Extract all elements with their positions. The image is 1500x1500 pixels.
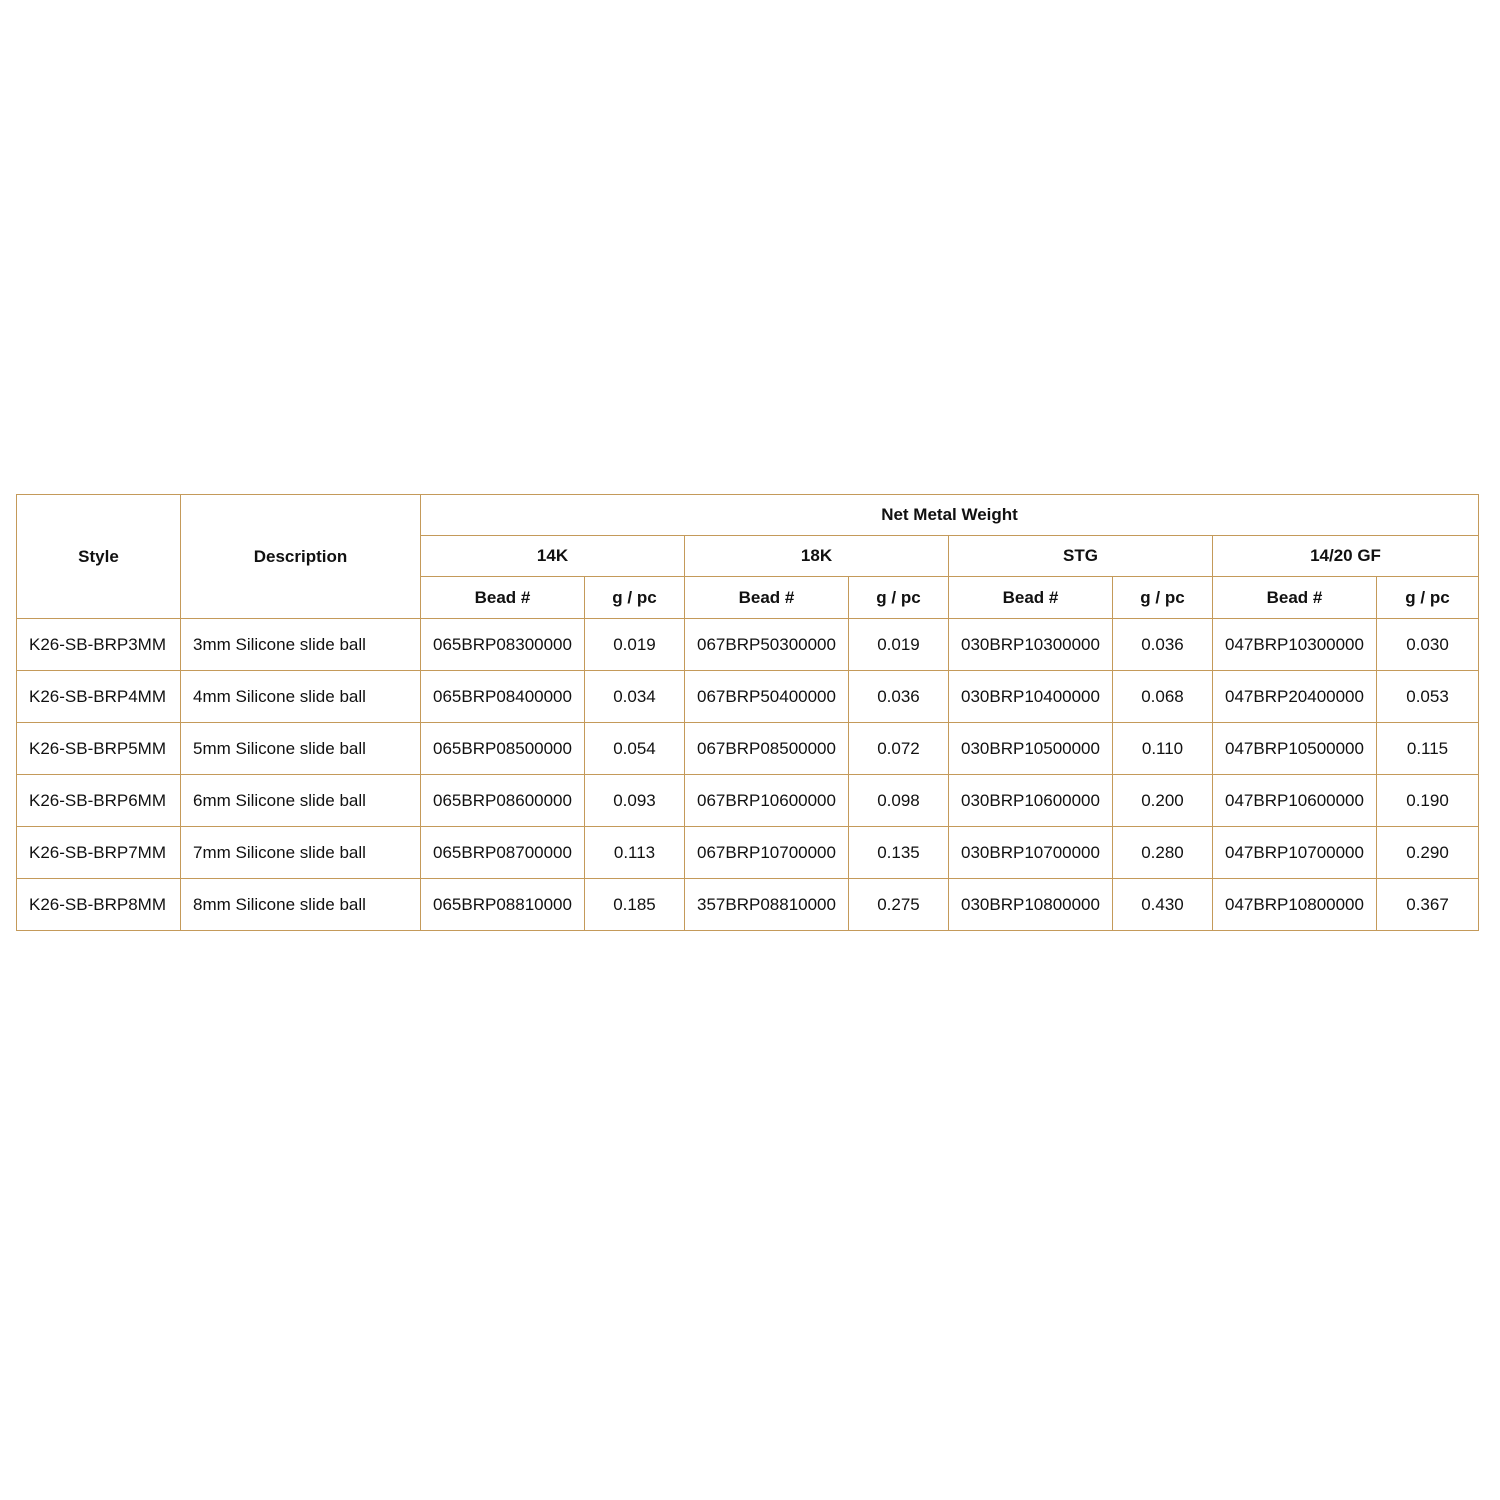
style-cell: K26-SB-BRP4MM: [17, 671, 181, 723]
bead-number-cell: 047BRP10800000: [1213, 879, 1377, 931]
bead-number-cell: 047BRP10500000: [1213, 723, 1377, 775]
bead-number-cell: 065BRP08300000: [421, 619, 585, 671]
bead-number-cell: 030BRP10600000: [949, 775, 1113, 827]
table-row: [17, 775, 1479, 827]
style-cell: K26-SB-BRP7MM: [17, 827, 181, 879]
style-cell: K26-SB-BRP8MM: [17, 879, 181, 931]
net-metal-weight-table: [16, 494, 1479, 931]
weight-cell: 0.290: [1377, 827, 1479, 879]
weight-cell: 0.072: [849, 723, 949, 775]
weight-cell: 0.190: [1377, 775, 1479, 827]
bead-number-cell: 065BRP08400000: [421, 671, 585, 723]
header-metal-stg: STG: [949, 536, 1213, 577]
header-grams-per-piece: g / pc: [1113, 577, 1213, 619]
weight-cell: 0.135: [849, 827, 949, 879]
header-bead-number: Bead #: [421, 577, 585, 619]
weight-cell: 0.280: [1113, 827, 1213, 879]
header-net-metal-weight: Net Metal Weight: [421, 495, 1479, 536]
header-grams-per-piece: g / pc: [585, 577, 685, 619]
weight-cell: 0.185: [585, 879, 685, 931]
weight-cell: 0.036: [849, 671, 949, 723]
weight-cell: 0.113: [585, 827, 685, 879]
bead-number-cell: 065BRP08600000: [421, 775, 585, 827]
header-description: Description: [181, 495, 421, 619]
table-body: [17, 619, 1479, 931]
weight-cell: 0.036: [1113, 619, 1213, 671]
weight-cell: 0.034: [585, 671, 685, 723]
header-style: Style: [17, 495, 181, 619]
table-row: [17, 723, 1479, 775]
weight-cell: 0.019: [849, 619, 949, 671]
style-cell: K26-SB-BRP3MM: [17, 619, 181, 671]
header-bead-number: Bead #: [949, 577, 1113, 619]
description-cell: 5mm Silicone slide ball: [181, 723, 421, 775]
table-row: [17, 827, 1479, 879]
weight-cell: 0.054: [585, 723, 685, 775]
weight-cell: 0.093: [585, 775, 685, 827]
bead-number-cell: 047BRP20400000: [1213, 671, 1377, 723]
weight-cell: 0.430: [1113, 879, 1213, 931]
bead-number-cell: 047BRP10600000: [1213, 775, 1377, 827]
weight-cell: 0.275: [849, 879, 949, 931]
table-row: [17, 879, 1479, 931]
header-grams-per-piece: g / pc: [849, 577, 949, 619]
bead-number-cell: 030BRP10800000: [949, 879, 1113, 931]
weight-cell: 0.098: [849, 775, 949, 827]
bead-number-cell: 030BRP10300000: [949, 619, 1113, 671]
bead-number-cell: 030BRP10400000: [949, 671, 1113, 723]
weight-cell: 0.053: [1377, 671, 1479, 723]
description-cell: 7mm Silicone slide ball: [181, 827, 421, 879]
weight-cell: 0.115: [1377, 723, 1479, 775]
description-cell: 3mm Silicone slide ball: [181, 619, 421, 671]
bead-number-cell: 067BRP08500000: [685, 723, 849, 775]
bead-number-cell: 065BRP08700000: [421, 827, 585, 879]
header-row-group: [17, 495, 1479, 536]
bead-number-cell: 067BRP10600000: [685, 775, 849, 827]
weight-cell: 0.200: [1113, 775, 1213, 827]
table-header: [17, 495, 1479, 619]
description-cell: 6mm Silicone slide ball: [181, 775, 421, 827]
description-cell: 4mm Silicone slide ball: [181, 671, 421, 723]
header-metal-14-20-gf: 14/20 GF: [1213, 536, 1479, 577]
spec-table-container: [16, 494, 1478, 931]
bead-number-cell: 067BRP50300000: [685, 619, 849, 671]
weight-cell: 0.030: [1377, 619, 1479, 671]
header-metal-14k: 14K: [421, 536, 685, 577]
style-cell: K26-SB-BRP6MM: [17, 775, 181, 827]
bead-number-cell: 030BRP10500000: [949, 723, 1113, 775]
header-bead-number: Bead #: [1213, 577, 1377, 619]
style-cell: K26-SB-BRP5MM: [17, 723, 181, 775]
bead-number-cell: 065BRP08500000: [421, 723, 585, 775]
description-cell: 8mm Silicone slide ball: [181, 879, 421, 931]
bead-number-cell: 030BRP10700000: [949, 827, 1113, 879]
bead-number-cell: 357BRP08810000: [685, 879, 849, 931]
weight-cell: 0.110: [1113, 723, 1213, 775]
header-metal-18k: 18K: [685, 536, 949, 577]
bead-number-cell: 067BRP50400000: [685, 671, 849, 723]
bead-number-cell: 065BRP08810000: [421, 879, 585, 931]
bead-number-cell: 047BRP10700000: [1213, 827, 1377, 879]
bead-number-cell: 067BRP10700000: [685, 827, 849, 879]
bead-number-cell: 047BRP10300000: [1213, 619, 1377, 671]
weight-cell: 0.019: [585, 619, 685, 671]
header-bead-number: Bead #: [685, 577, 849, 619]
weight-cell: 0.367: [1377, 879, 1479, 931]
weight-cell: 0.068: [1113, 671, 1213, 723]
table-row: [17, 619, 1479, 671]
header-grams-per-piece: g / pc: [1377, 577, 1479, 619]
table-row: [17, 671, 1479, 723]
